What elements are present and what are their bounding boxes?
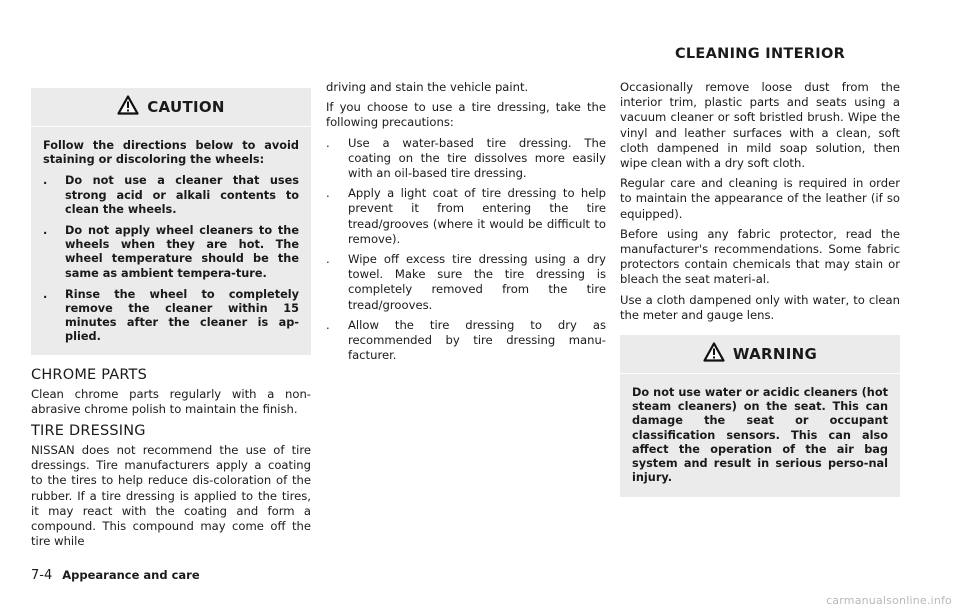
caution-box — [31, 88, 311, 355]
column-1 — [31, 0, 311, 554]
bullet-dot: . — [43, 174, 48, 188]
bullet-dot: . — [326, 252, 330, 267]
chrome-parts-heading: CHROME PARTS — [31, 366, 148, 383]
warning-triangle-icon — [117, 95, 139, 119]
chrome-parts-body — [31, 387, 311, 417]
warning-text: Do not use water or acidic cleaners (hot steam cleaners) on the seat. This can damage the seat or occupant classification sensors. This can also affect the operation of the air bag system and result in serious perso-nal injury. — [632, 386, 888, 485]
precaution-text: Apply a light coat of tire dressing to help prevent it from entering the tire tread/grooves (where it would be difficult to remove). — [348, 186, 606, 246]
watermark: carmanualsonline.info — [826, 594, 952, 607]
chrome-parts-text: Clean chrome parts regularly with a non-abrasive chrome polish to maintain the finish. — [31, 386, 311, 416]
list-item — [326, 136, 606, 182]
caution-intro: Follow the directions below to avoid staining or discoloring the wheels: — [43, 139, 299, 167]
footer-section-name: Appearance and care — [62, 568, 200, 582]
tire-dressing-text-1: NISSAN does not recommend the use of tire dressings. Tire manufacturers apply a coating to the tires to help reduce dis-coloration of the rubber. If a tire dressing is applied to the tires, it may react with the coating and form a compound. This compound may come off the tire while — [31, 443, 311, 549]
warning-triangle-icon — [703, 342, 725, 366]
caution-bullet-text: Do not use a cleaner that uses strong acid or alkali contents to clean the wheels. — [65, 174, 299, 216]
bullet-dot: . — [43, 287, 48, 301]
precaution-text: Use a water-based tire dressing. The coating on the tire dissolves more easily with an oil-based tire dressing. — [348, 135, 606, 181]
caution-bullet-text: Do not apply wheel cleaners to the wheels when they are hot. The wheel temperature should be the same as ambient tempera-ture. — [65, 224, 299, 280]
list-item — [326, 186, 606, 247]
tire-dressing-text-2: driving and stain the vehicle paint. — [326, 80, 529, 94]
warning-title: WARNING — [732, 345, 818, 364]
bullet-dot: . — [326, 186, 330, 201]
page-number: 7-4 — [31, 568, 53, 583]
tire-precautions-list — [326, 136, 606, 364]
bullet-dot: . — [326, 135, 330, 150]
tire-dressing-text-3: If you choose to use a tire dressing, take the following precautions: — [326, 100, 606, 130]
warning-body — [632, 386, 888, 485]
list-item — [43, 288, 299, 345]
bullet-dot: . — [326, 317, 330, 332]
caution-header — [43, 88, 299, 126]
tire-dressing-body — [31, 443, 311, 549]
warning-divider — [620, 373, 900, 374]
bullet-dot: . — [43, 224, 48, 238]
interior-paragraph-2: Regular care and cleaning is required in order to maintain the appearance of the leather (if so equipped). — [620, 176, 900, 221]
caution-bullet-list — [43, 174, 299, 344]
list-item — [326, 318, 606, 364]
precaution-text: Allow the tire dressing to dry as recommended by tire dressing manu-facturer. — [348, 317, 606, 363]
warning-header — [632, 335, 888, 373]
interior-paragraph-3: Before using any fabric protector, read the manufacturer's recommendations. Some fabric protectors contain chemicals that may stain or bleach the seat materi-al. — [620, 226, 900, 287]
precaution-text: Wipe off excess tire dressing using a dry towel. Make sure the tire dressing is completely removed from the tire tread/grooves. — [348, 252, 606, 312]
list-item — [326, 252, 606, 313]
page-footer — [31, 568, 200, 583]
warning-box — [620, 335, 900, 497]
caution-divider — [31, 126, 311, 127]
cleaning-interior-body — [620, 80, 900, 323]
list-item — [43, 174, 299, 217]
caution-bullet-text: Rinse the wheel to completely remove the cleaner within 15 minutes after the cleaner is ap-plied. — [65, 287, 299, 344]
column-3 — [620, 0, 900, 497]
tire-dressing-heading: TIRE DRESSING — [31, 423, 146, 440]
interior-paragraph-4: Use a cloth dampened only with water, to clean the meter and gauge lens. — [620, 292, 900, 322]
caution-title: CAUTION — [147, 98, 225, 116]
tire-dressing-continued — [326, 80, 606, 131]
column-2 — [326, 0, 606, 368]
page-header-title: CLEANING INTERIOR — [674, 46, 846, 62]
caution-body — [43, 139, 299, 345]
list-item — [43, 224, 299, 281]
interior-paragraph-1: Occasionally remove loose dust from the interior trim, plastic parts and seats using a vacuum cleaner or soft bristled brush. Wipe the vinyl and leather surfaces with a clean, soft cloth dampened in mild soap solution, then wipe clean with a dry soft cloth. — [620, 80, 900, 171]
